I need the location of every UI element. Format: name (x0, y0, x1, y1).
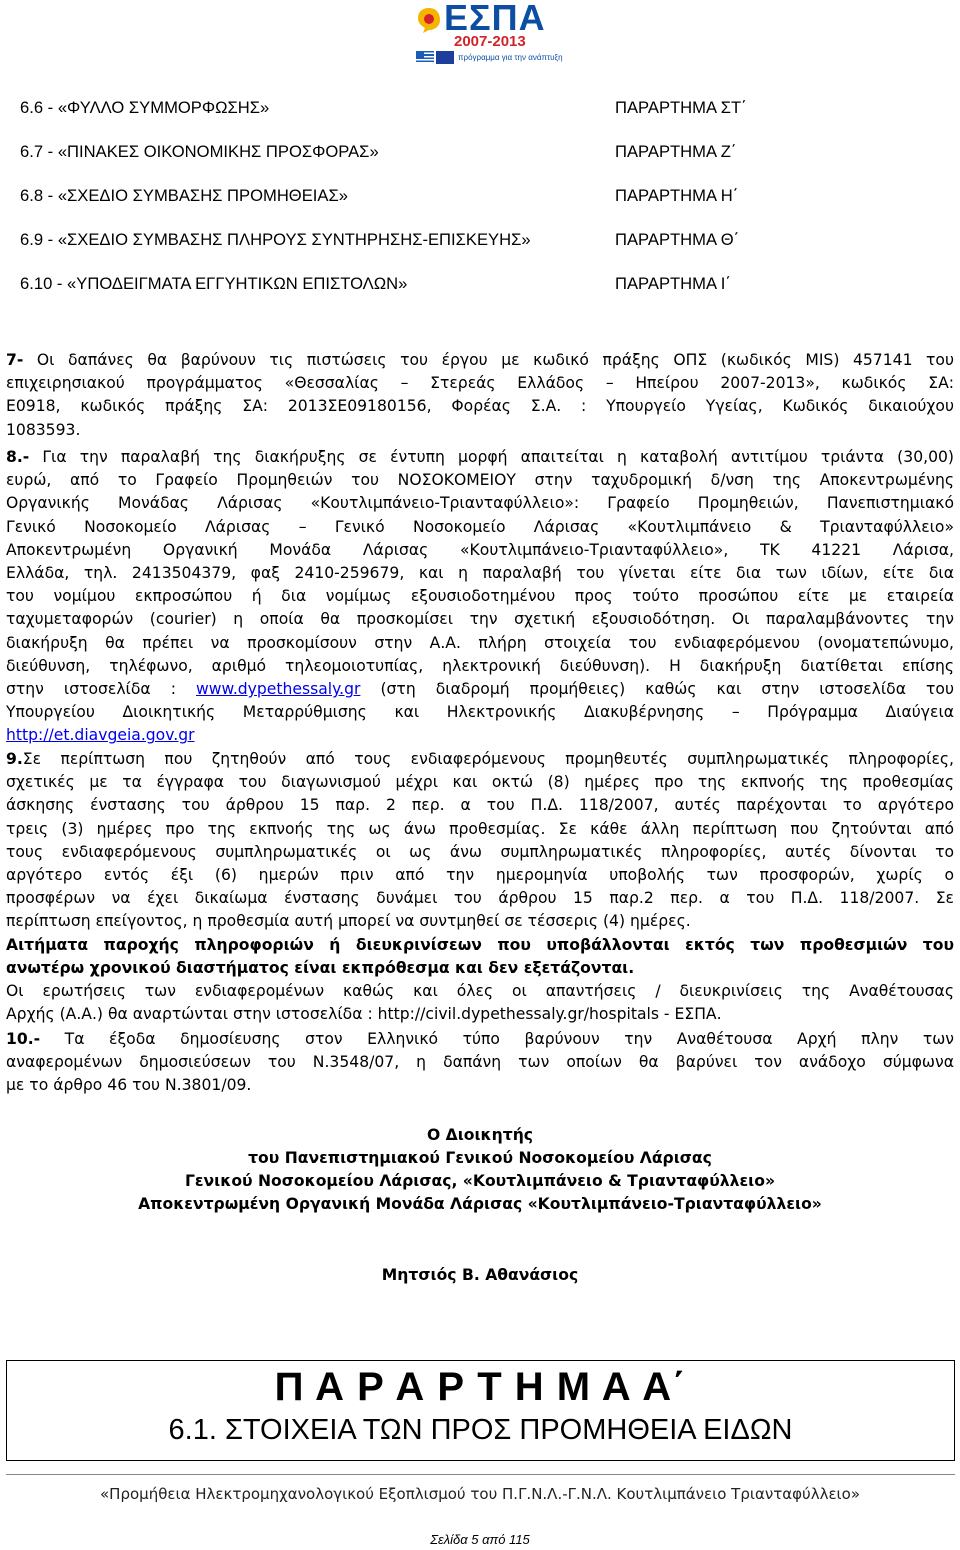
annex-a-title: Π Α Ρ Α Ρ Τ Η Μ Α Α΄ (274, 1365, 687, 1409)
signature-line: του Πανεπιστημιακού Γενικού Νοσοκομείου Λάρισας (248, 1149, 712, 1167)
paragraph-line: (στη διαδρομή προμήθειες) καθώς και στην ιστοσελίδα του (360, 680, 954, 699)
paragraph-line: Ελλάδα, τηλ. 2413504379, φαξ 2410-259679, και η παραλαβή του γίνεται είτε δια των ιδίων, είτε δια (6, 564, 954, 583)
logo-years: 2007-2013 (454, 33, 526, 50)
bold-notice-line: ανωτέρω χρονικού διαστήματος είναι εκπρόθεσμα και δεν εξετάζονται. (6, 958, 635, 977)
paragraph-line: Οι δαπάνες θα βαρύνουν τις πιστώσεις του έργου με κωδικό πράξης ΟΠΣ (κωδικός MIS) 457141 του (23, 351, 954, 369)
annex-a-subtitle: 6.1. ΣΤΟΙΧΕΙΑ ΤΩΝ ΠΡΟΣ ΠΡΟΜΗΘΕΙΑ ΕΙΔΩΝ (168, 1414, 793, 1446)
logo-motto: πρόγραμμα για την ανάπτυξη (458, 53, 563, 62)
page-number: Σελίδα 5 από 115 (430, 1532, 530, 1547)
annex-ref: ΠΑΡΑΡΤΗΜΑ Θ΄ (615, 230, 740, 249)
paragraph-line: ταχυμεταφορών (courier) η οποία θα προσκομίσει την σχετική εξουσιοδότηση. Οι παραλαμβάνοντες την (6, 610, 954, 629)
annex-item: 6.7 - «ΠΙΝΑΚΕΣ ΟΙΚΟΝΟΜΙΚΗΣ ΠΡΟΣΦΟΡΑΣ» (20, 142, 379, 161)
paragraph-line: Ε0918, κωδικός πράξης ΣΑ: 2013ΣΕ09180156, Φορέας Σ.Α. : Υπουργείο Υγείας, Κωδικός δικαιούχου (6, 397, 954, 416)
paragraph-line: Τα έξοδα δημοσίευσης στον Ελληνικό τύπο βαρύνουν την Αναθέτουσα Αρχή πλην των (40, 1030, 954, 1048)
annex-a-box (6, 1360, 955, 1461)
paragraph-line: αργότερο εντός έξι (6) ημερών πριν από την ημερομηνία υποβολής των προσφορών, χωρίς ο (6, 866, 954, 885)
paragraph-line: Για την παραλαβή της διακήρυξης σε έντυπη μορφή απαιτείται η καταβολή αντιτίμου τριάντα (30,00) (29, 448, 954, 466)
eu-flag-icon (436, 51, 454, 64)
section-number: 9. (6, 750, 23, 768)
section-9 (6, 748, 954, 1026)
bold-notice-line: Αιτήματα παροχής πληροφοριών ή διευκρινίσεων που υποβάλλονται εκτός των προθεσμιών του (6, 935, 954, 954)
paragraph-line: τους ενδιαφερόμενους συμπληρωματικές οι ως άνω συμπληρωματικές πληροφορίες, αυτές δίνονται το (6, 842, 954, 861)
annex-item: 6.6 - «ΦΥΛΛΟ ΣΥΜΜΟΡΦΩΣΗΣ» (20, 98, 270, 117)
paragraph-line: σχετικές με τα έγγραφα του διαγωνισμού μέχρι και οκτώ (8) ημέρες προ της εκπνοής της προθεσμίας (6, 773, 954, 792)
paragraph-line: τρεις (3) ημέρες προ της εκπνοής της ως άνω προθεσμίας. Σε κάθε άλλη περίπτωση που ζητούνται από (6, 819, 954, 838)
paragraph-line: 1083593. (6, 420, 81, 439)
paragraph-line: με το άρθρο 46 του Ν.3801/09. (6, 1076, 252, 1095)
section-number: 8.- (6, 448, 30, 466)
logo-name: ΕΣΠΑ (444, 0, 546, 38)
paragraph-line: Υπουργείου Διοικητικής Μεταρρύθμισης και Ηλεκτρονικής Διακυβέρνησης – Πρόγραμμα Διαύγεια (6, 703, 954, 722)
paragraph-line: διακήρυξη θα πρέπει να προσκομίσουν στην Α.Α. πλήρη στοιχεία του ενδιαφερόμενου (ονοματεπώνυμο, (6, 633, 954, 652)
annex-item: 6.9 - «ΣΧΕΔΙΟ ΣΥΜΒΑΣΗΣ ΠΛΗΡΟΥΣ ΣΥΝΤΗΡΗΣΗΣ-ΕΠΙΣΚΕΥΗΣ» (20, 230, 531, 249)
paragraph-line: διεύθυνση, τηλέφωνο, αριθμό τηλεομοιοτυπίας, ηλεκτρονική διεύθυνση). Η διακήρυξη διατίθεται επίσης (6, 656, 954, 675)
signature-line: Γενικού Νοσοκομείου Λάρισας, «Κουτλιμπάνειο & Τριανταφύλλειο» (184, 1172, 776, 1190)
annex-ref: ΠΑΡΑΡΤΗΜΑ Ζ΄ (615, 142, 737, 161)
paragraph-line: αναφερομένων δημοσιεύσεων του Ν.3548/07, η δαπάνη των οποίων θα βαρύνει τον ανάδοχο σύμφωνα (6, 1053, 954, 1072)
paragraph-line: Οι ερωτήσεις των ενδιαφερομένων καθώς και όλες οι απαντήσεις / διευκρινίσεις της Αναθέτουσας (6, 982, 954, 1001)
paragraph-line: ευρώ, από το Γραφείο Προμηθειών του ΝΟΣΟΚΟΜΕΙΟΥ στην ταχυδρομική δ/νση της Αποκεντρωμένης (6, 471, 954, 490)
paragraph-line: περίπτωση επείγοντος, η προθεσμία αυτή μπορεί να συντμηθεί σε τέσσερις (4) ημέρες. (6, 912, 691, 931)
signature-title: Ο Διοικητής (426, 1126, 534, 1144)
annex-item: 6.8 - «ΣΧΕΔΙΟ ΣΥΜΒΑΣΗΣ ΠΡΟΜΗΘΕΙΑΣ» (20, 186, 348, 205)
paragraph-line: του νομίμου εκπροσώπου ή δια νομίμως εξουσιοδοτημένου προς τούτο προσώπου είτε με εταιρεία (6, 587, 954, 606)
section-10 (6, 1028, 954, 1098)
paragraph-line: Αρχής (Α.Α.) θα αναρτώνται στην ιστοσελίδα : http://civil.dypethessaly.gr/hospitals - ΕΣΠΑ. (6, 1005, 722, 1024)
paragraph-line: άσκησης ένστασης του άρθρου 15 παρ. 2 περ. α του Π.Δ. 118/2007, αυτές παρέχονται το αργότερο (6, 796, 954, 815)
paragraph-line: στην ιστοσελίδα : (6, 680, 196, 699)
section-8 (6, 446, 954, 748)
paragraph-line: προσφέρων να έχει δικαίωμα ένστασης δυνάμει του άρθρου 15 παρ.2 περ. α του Π.Δ. 118/2007. Σε (6, 889, 954, 908)
paragraph-line: Σε περίπτωση που ζητηθούν από τους ενδιαφερόμενους προμηθευτές συμπληρωματικές πληροφορίες, (22, 750, 954, 768)
annex-ref: ΠΑΡΑΡΤΗΜΑ Ι΄ (615, 274, 731, 293)
section-number: 7- (6, 351, 24, 369)
diavgeia-link[interactable]: http://et.diavgeia.gov.gr (6, 726, 195, 745)
footer-title: «Προμήθεια Ηλεκτρομηχανολογικού Εξοπλισμού του Π.Γ.Ν.Λ.-Γ.Ν.Λ. Κουτλιμπάνειο Τριανταφύλλειο» (100, 1485, 860, 1503)
annex-ref: ΠΑΡΑΡΤΗΜΑ Η΄ (615, 186, 739, 205)
annex-ref: ΠΑΡΑΡΤΗΜΑ ΣΤ΄ (615, 98, 747, 117)
greek-flag-icon (416, 51, 434, 64)
paragraph-line: επιχειρησιακού προγράμματος «Θεσσαλίας – Στερεάς Ελλάδος – Ηπείρου 2007-2013», κωδικός ΣΑ: (6, 374, 954, 393)
dypethessaly-link[interactable]: www.dypethessaly.gr (196, 680, 361, 699)
section-number: 10.- (6, 1030, 41, 1048)
espa-emblem-icon (417, 6, 441, 34)
signature-name: Μητσιός Β. Αθανάσιος (381, 1266, 579, 1284)
paragraph-line: Αποκεντρωμένη Οργανική Μονάδα Λάρισας «Κουτλιμπάνειο-Τριανταφύλλειο», ΤΚ 41221 Λάρισα, (6, 540, 954, 559)
footer-divider (6, 1474, 955, 1475)
annex-item: 6.10 - «ΥΠΟΔΕΙΓΜΑΤΑ ΕΓΓΥΗΤΙΚΩΝ ΕΠΙΣΤΟΛΩΝ» (20, 274, 408, 293)
espa-logo (414, 0, 563, 66)
section-7 (6, 349, 954, 442)
paragraph-line: Γενικό Νοσοκομείο Λάρισας – Γενικό Νοσοκομείο Λάρισας «Κουτλιμπάνειο & Τριανταφύλλειο» (6, 517, 954, 536)
paragraph-line: Οργανικής Μονάδας Λάρισας «Κουτλιμπάνειο-Τριανταφύλλειο»: Γραφείο Προμηθειών, Πανεπιστημιακό (6, 494, 954, 513)
signature-line: Αποκεντρωμένη Οργανική Μονάδα Λάρισας «Κουτλιμπάνειο-Τριανταφύλλειο» (138, 1195, 822, 1213)
